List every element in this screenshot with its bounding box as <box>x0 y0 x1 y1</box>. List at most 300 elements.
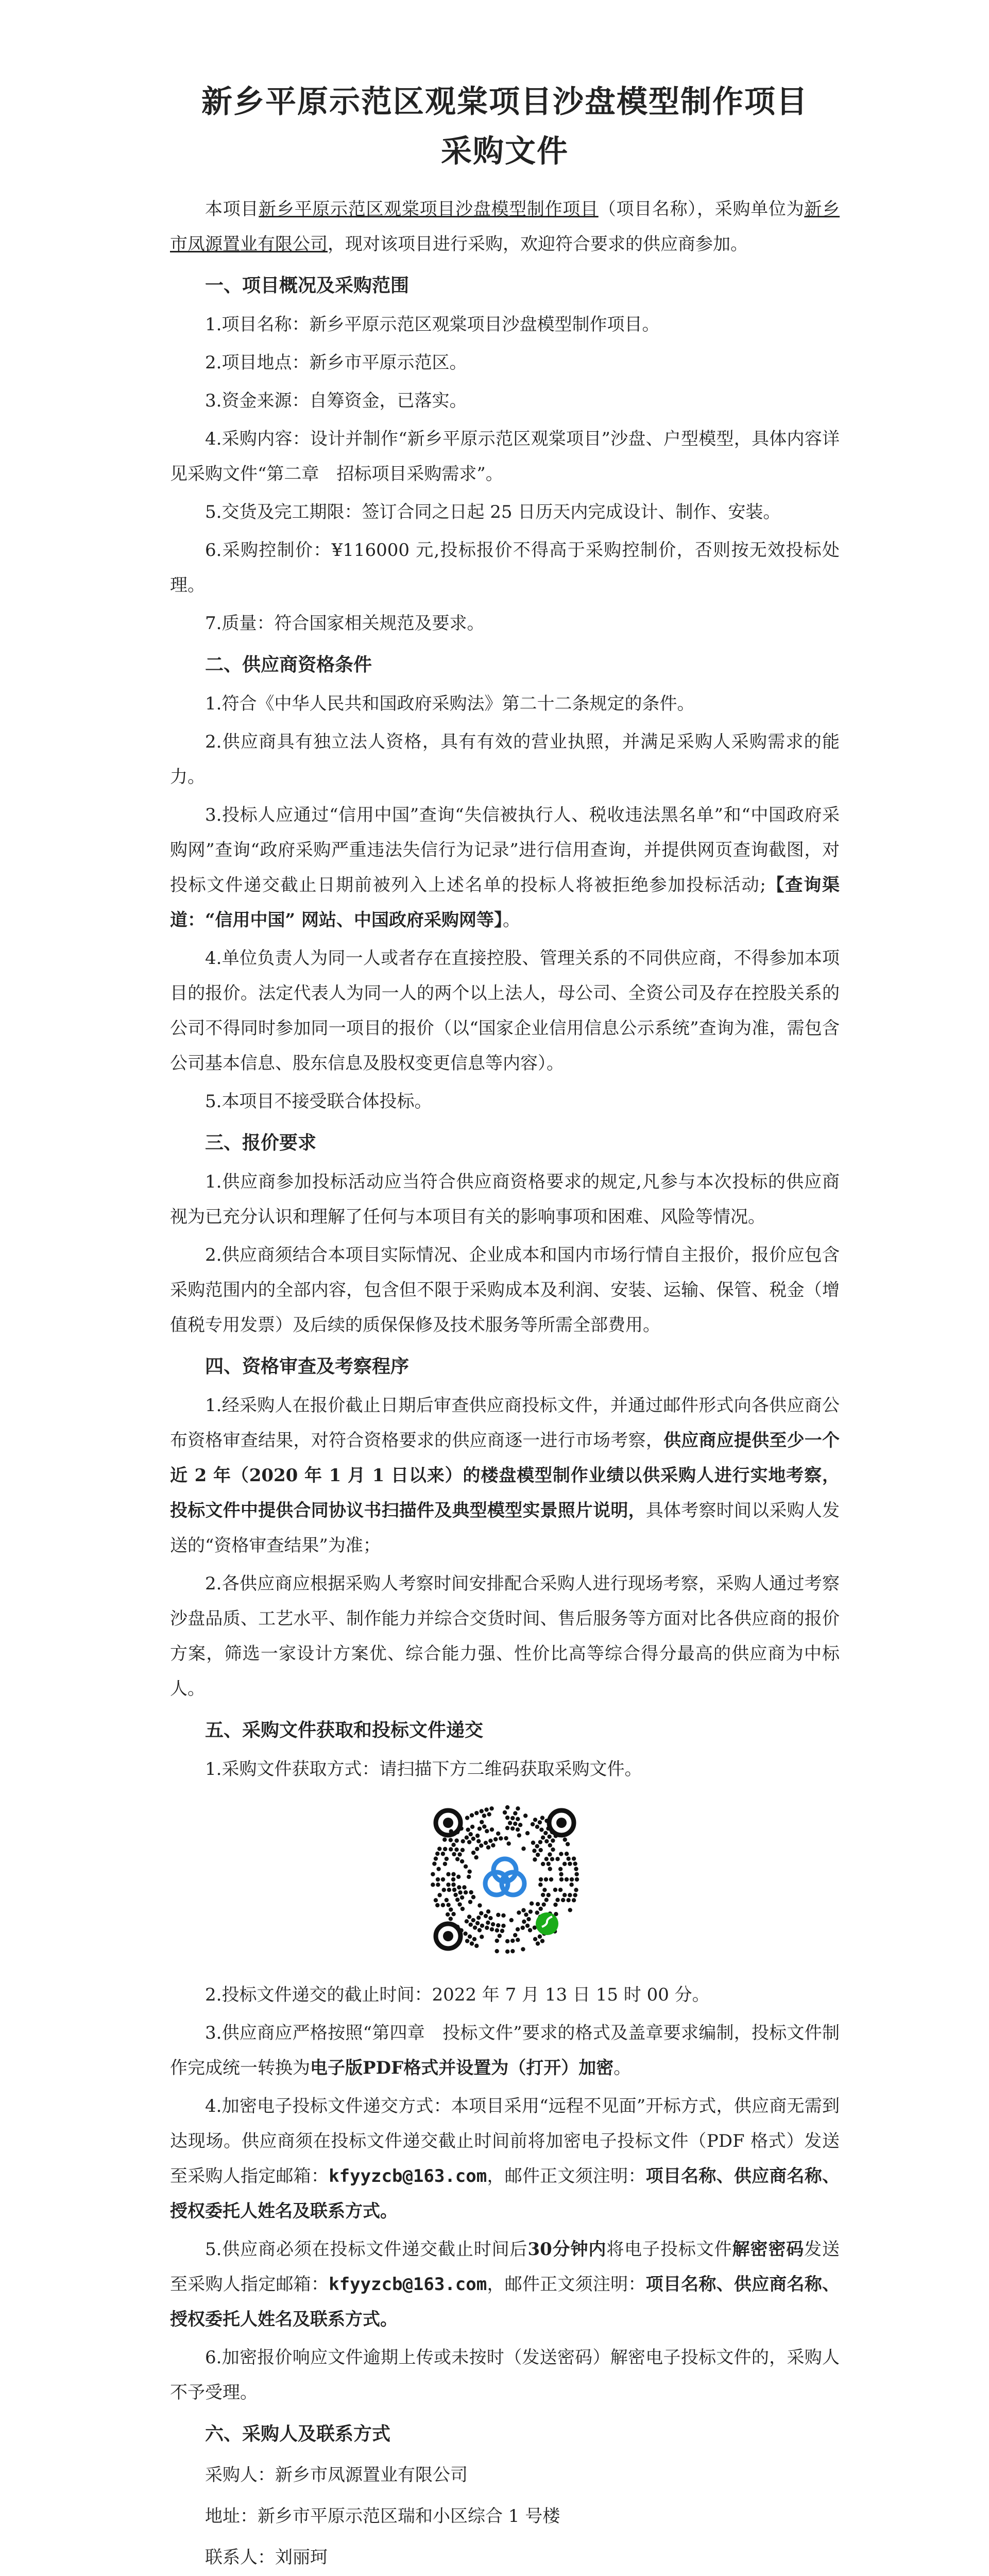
qr-dot <box>467 1875 471 1879</box>
qr-dot <box>516 1806 520 1810</box>
qr-dot <box>500 1929 504 1933</box>
qr-dot <box>505 1805 509 1809</box>
qr-dot <box>565 1852 569 1856</box>
qr-dot <box>516 1938 520 1942</box>
sec5-item-emphasis: 电子版PDF格式并设置为（打开）加密 <box>310 2058 614 2078</box>
qr-dot <box>454 1848 458 1852</box>
qr-dot <box>475 1847 479 1851</box>
qr-dot <box>468 1935 472 1939</box>
qr-dot <box>431 1872 435 1876</box>
qr-dot <box>431 1883 435 1887</box>
qr-dot <box>568 1893 572 1897</box>
sec5-item <box>170 2015 840 2086</box>
qr-dot <box>510 1939 515 1943</box>
sec2-item-emphasis: 【查询渠道：“信用中国” 网站、中国政府采购网等】 <box>170 875 840 930</box>
qr-dot <box>461 1848 465 1852</box>
sec1-item: 7.质量：符合国家相关规范及要求。 <box>205 613 485 634</box>
qr-dot <box>455 1897 459 1902</box>
qr-dot <box>452 1852 456 1856</box>
qr-dot <box>558 1888 562 1892</box>
qr-dot <box>453 1893 457 1897</box>
sec2-item: 4.单位负责人为同一人或者存在直接控股、管理关系的不同供应商，不得参加本项目的报价。法定代表人为同一人的两个以上法人，母公司、全资公司及存在控股关系的公司不得同时参加同一项目的报价（以“国家企业信用信息公示系统”查询为准，需包含公司基本信息、股东信息及股权变更信息等内容）。 <box>170 948 840 1074</box>
qr-dot <box>468 1900 472 1904</box>
sec1-item: 1.项目名称：新乡平原示范区观棠项目沙盘模型制作项目。 <box>205 314 660 335</box>
qr-dot <box>542 1902 546 1906</box>
qr-dot <box>521 1908 525 1912</box>
qr-dot <box>518 1823 522 1827</box>
sec1-item: 5.交货及完工期限：签订合同之日起 25 日历天内完成设计、制作、安装。 <box>205 502 781 522</box>
qr-dot <box>517 1910 521 1914</box>
sec3-item: 2.供应商须结合本项目实际情况、企业成本和国内市场行情自主报价，报价应包含采购范围内的全部内容，包含但不限于采购成本及利润、安装、运输、保管、税金（增值税专用发票）及后续的质保保修及技术服务等所需全部费用。 <box>170 1245 840 1335</box>
qr-dot <box>521 1926 525 1930</box>
qr-dot <box>499 1836 503 1840</box>
qr-dot <box>548 1852 552 1856</box>
qr-dot <box>485 1829 489 1833</box>
intro-project-name: 新乡平原示范区观棠项目沙盘模型制作项目 <box>259 199 599 219</box>
qr-dot <box>506 1841 510 1845</box>
qr-dot <box>488 1916 492 1920</box>
qr-dot <box>471 1837 475 1841</box>
qr-dot <box>536 1941 540 1945</box>
mini-program-qr-code[interactable] <box>428 1802 582 1957</box>
qr-dot <box>482 1824 486 1828</box>
qr-dot <box>465 1919 469 1923</box>
sec5-item-text: 3.供应商应严格按照“第四章 投标文件”要求的格式及盖章要求编制，投标文件制作完成统一转换为 <box>170 2023 840 2078</box>
section-heading: 五、采购文件获取和投标文件递交 <box>205 1719 484 1741</box>
sec5-item <box>170 2232 840 2337</box>
qr-dot <box>521 1947 525 1951</box>
qr-dot <box>555 1857 559 1861</box>
qr-dot <box>469 1890 473 1894</box>
qr-dot <box>435 1852 439 1856</box>
sec1-item: 4.采购内容：设计并制作“新乡平原示范区观棠项目”沙盘、户型模型，具体内容详见采购文件“第二章 招标项目采购需求”。 <box>170 429 840 484</box>
qr-dot <box>568 1908 572 1912</box>
intro-buyer-name: 新乡市凤源置业有限公司 <box>170 199 840 255</box>
qr-dot <box>535 1844 539 1848</box>
qr-dot <box>467 1840 471 1844</box>
qr-dot <box>495 1928 499 1933</box>
qr-dot <box>530 1902 534 1906</box>
qr-dot <box>559 1852 563 1856</box>
qr-dot <box>538 1907 542 1911</box>
qr-dot <box>451 1872 455 1876</box>
qr-dot <box>568 1861 572 1866</box>
qr-dot <box>501 1913 505 1918</box>
qr-dot <box>548 1867 552 1871</box>
qr-dot <box>471 1895 475 1899</box>
qr-dot <box>457 1902 462 1906</box>
qr-dot <box>495 1939 499 1943</box>
sec4-item <box>170 1388 840 1563</box>
qr-dot <box>434 1898 438 1902</box>
qr-dot <box>539 1827 543 1832</box>
qr-dot <box>441 1877 445 1882</box>
sec5-item-text: 将电子投标文件 <box>606 2239 732 2260</box>
qr-dot <box>531 1841 535 1845</box>
qr-dot <box>456 1875 461 1879</box>
qr-dot <box>513 1933 517 1937</box>
qr-dot <box>446 1872 450 1876</box>
qr-dot <box>540 1939 544 1943</box>
document-subtitle: 采购文件 <box>441 133 569 170</box>
qr-dot <box>469 1923 473 1927</box>
qr-dot <box>475 1834 480 1838</box>
qr-dot <box>522 1920 526 1924</box>
qr-dot <box>446 1903 450 1907</box>
section-heading: 一、项目概况及采购范围 <box>205 275 410 296</box>
qr-dot <box>558 1867 562 1871</box>
qr-dot <box>566 1898 570 1902</box>
sec5-item-text: 。 <box>613 2058 632 2078</box>
document-title: 新乡平原示范区观棠项目沙盘模型制作项目 <box>201 84 808 120</box>
qr-dot <box>446 1912 450 1917</box>
qr-dot <box>528 1928 532 1932</box>
qr-dot <box>486 1909 490 1913</box>
qr-dot <box>516 1817 520 1821</box>
qr-dot <box>516 1927 520 1931</box>
qr-dot <box>496 1923 500 1927</box>
sec5-item-emphasis: 解密密码 <box>732 2239 805 2260</box>
qr-dot <box>504 1836 508 1840</box>
qr-dot <box>470 1941 474 1945</box>
sec2-item-text: 。 <box>502 910 520 930</box>
qr-dot <box>540 1816 544 1820</box>
qr-dot <box>485 1926 489 1930</box>
qr-dot <box>547 1835 551 1839</box>
qr-dot <box>526 1917 531 1921</box>
qr-dot <box>436 1877 440 1882</box>
qr-dot <box>517 1833 521 1837</box>
qr-dot <box>510 1949 515 1953</box>
qr-dot <box>535 1910 539 1914</box>
qr-dot <box>461 1907 465 1911</box>
sec5-item-text: ，邮件正文须注明： <box>487 2166 646 2187</box>
qr-dot <box>543 1831 548 1835</box>
qr-dot <box>487 1812 491 1816</box>
qr-dot <box>451 1877 455 1882</box>
qr-dot <box>541 1893 545 1897</box>
qr-dot <box>443 1862 447 1866</box>
qr-dot <box>553 1888 557 1892</box>
qr-dot <box>441 1903 445 1907</box>
qr-dot <box>465 1939 469 1943</box>
qr-dot <box>561 1898 565 1902</box>
qr-dot <box>508 1821 512 1825</box>
qr-dot <box>547 1893 551 1897</box>
qr-dot <box>550 1857 554 1861</box>
qr-dot <box>533 1857 537 1861</box>
qr-dot <box>523 1814 527 1818</box>
qr-dot <box>436 1883 440 1887</box>
qr-dot <box>535 1825 539 1829</box>
qr-dot <box>474 1855 478 1859</box>
qr-dot <box>573 1893 577 1897</box>
qr-dot <box>451 1843 455 1847</box>
qr-dot <box>498 1934 502 1938</box>
qr-dot <box>544 1839 549 1843</box>
qr-dot <box>445 1857 449 1861</box>
qr-dot <box>536 1853 540 1857</box>
qr-dot <box>565 1877 569 1882</box>
qr-dot <box>474 1811 479 1815</box>
qr-dot <box>464 1865 468 1869</box>
qr-dot <box>538 1848 542 1852</box>
qr-dot <box>574 1872 578 1876</box>
contact-person: 联系人：刘丽珂 <box>205 2547 328 2568</box>
qr-dot <box>476 1839 481 1843</box>
qr-dot <box>451 1883 455 1887</box>
qr-dot <box>469 1832 473 1836</box>
qr-dot <box>460 1895 464 1900</box>
qr-dot <box>542 1888 547 1892</box>
qr-dot <box>432 1861 436 1866</box>
qr-dot <box>555 1898 559 1902</box>
intro-paragraph <box>170 192 840 262</box>
qr-dot <box>505 1826 509 1830</box>
qr-dot <box>541 1836 545 1840</box>
qr-dot <box>547 1862 551 1866</box>
qr-dot <box>544 1857 549 1861</box>
qr-dot <box>484 1807 488 1811</box>
qr-dot <box>531 1822 535 1826</box>
qr-finder-dot <box>556 1818 567 1828</box>
qr-dot <box>471 1918 475 1922</box>
qr-dot <box>513 1811 517 1815</box>
qr-dot <box>501 1924 505 1928</box>
qr-dot <box>442 1888 446 1892</box>
qr-dot <box>464 1890 468 1894</box>
sec1-item: 3.资金来源：自筹资金，已落实。 <box>205 391 467 411</box>
sec5-item: 2.投标文件递交的截止时间：2022 年 7 月 13 日 15 时 00 分。 <box>205 1985 710 2005</box>
qr-dot <box>441 1852 445 1856</box>
sec5-item-text: 发送至采购人指定邮箱： <box>170 2239 840 2295</box>
qr-dot <box>525 1924 530 1928</box>
qr-finder-dot <box>443 1931 453 1941</box>
qr-dot <box>480 1924 484 1928</box>
qr-dot <box>479 1843 483 1848</box>
qr-dot <box>461 1839 465 1843</box>
qr-dot <box>533 1937 537 1941</box>
qr-dot <box>544 1898 549 1902</box>
qr-dot <box>454 1838 458 1842</box>
sec5-item-emphasis: 项目名称、供应商名称、授权委托人姓名及联系方式。 <box>170 2166 840 2222</box>
sec3-item: 1.供应商参加投标活动应当符合供应商资格要求的规定,凡参与本次投标的供应商视为已充分认识和理解了任何与本项目有关的影响事项和困难、风险等情况。 <box>170 1172 840 1227</box>
qr-dot <box>449 1907 453 1911</box>
sec2-item: 2.供应商具有独立法人资格，具有有效的营业执照，并满足采购人采购需求的能力。 <box>170 732 840 787</box>
qr-dot <box>471 1851 475 1855</box>
qr-dot <box>566 1857 570 1861</box>
qr-dot <box>475 1921 480 1925</box>
qr-dot <box>467 1914 471 1919</box>
qr-dot <box>532 1849 536 1853</box>
intro-text: 本项目 <box>205 199 259 219</box>
qr-dot <box>538 1935 542 1939</box>
qr-dot <box>494 1949 499 1953</box>
qr-dot <box>496 1832 500 1836</box>
sec4-item-text: 1.经采购人在报价截止日期后审查供应商投标文件，并通过邮件形式向各供应商公布资格审查结果，对符合资格要求的供应商逐一进行市场考察， <box>170 1395 840 1451</box>
section-heading: 四、资格审查及考察程序 <box>205 1355 410 1377</box>
qr-dot <box>538 1840 542 1844</box>
qr-dot <box>484 1914 488 1918</box>
qr-dot <box>559 1877 564 1882</box>
qr-dot <box>509 1918 514 1922</box>
qr-dot <box>510 1826 515 1831</box>
qr-dot <box>446 1883 450 1887</box>
qr-dot <box>455 1857 459 1861</box>
qr-dot <box>437 1893 441 1897</box>
qr-dot <box>451 1912 455 1916</box>
qr-dot <box>466 1827 470 1832</box>
qr-dot <box>503 1810 507 1815</box>
qr-dot <box>524 1912 528 1917</box>
sec5-item: 1.采购文件获取方式：请扫描下方二维码获取采购文件。 <box>205 1759 642 1780</box>
sec5-item-emphasis: 30分钟内 <box>527 2239 607 2260</box>
qr-dot <box>562 1862 567 1866</box>
qr-dot <box>493 1837 498 1841</box>
qr-dot <box>538 1883 542 1887</box>
qr-dot <box>482 1814 486 1818</box>
qr-dot <box>521 1846 525 1851</box>
document <box>170 77 840 2576</box>
qr-dot <box>442 1838 447 1842</box>
qr-dot <box>470 1825 474 1829</box>
qr-dot <box>570 1877 574 1882</box>
sec2-item: 5.本项目不接受联合体投标。 <box>205 1091 432 1112</box>
qr-dot <box>486 1921 490 1925</box>
qr-dot <box>449 1917 453 1921</box>
qr-dot <box>574 1888 578 1892</box>
qr-dot <box>479 1911 483 1915</box>
qr-dot <box>465 1816 469 1820</box>
qr-dot <box>505 1939 509 1943</box>
qr-dot <box>434 1856 438 1860</box>
qr-dot <box>474 1944 479 1948</box>
qr-dot <box>437 1846 441 1851</box>
qr-dot <box>488 1839 492 1843</box>
qr-dot <box>452 1888 456 1892</box>
qr-dot <box>572 1856 576 1860</box>
qr-dot <box>572 1898 576 1902</box>
qr-dot <box>462 1885 466 1889</box>
qr-dot <box>505 1950 509 1954</box>
section-heading: 二、供应商资格条件 <box>205 654 372 675</box>
qr-dot <box>553 1903 557 1907</box>
intro-text: （项目名称），采购单位为 <box>598 199 805 219</box>
qr-dot <box>566 1842 570 1846</box>
qr-dot <box>467 1870 471 1874</box>
qr-dot <box>478 1903 482 1907</box>
section-heading: 六、采购人及联系方式 <box>205 2423 391 2445</box>
sec5-item <box>170 2089 840 2229</box>
qr-dot <box>551 1848 555 1852</box>
qr-dot <box>490 1827 494 1832</box>
qr-dot <box>436 1867 440 1871</box>
sec5-item: 6.加密报价响应文件逾期上传或未按时（发送密码）解密电子投标文件的，采购人不予受理。 <box>170 2347 840 2403</box>
qr-dot <box>447 1888 451 1892</box>
qr-dot <box>457 1852 462 1856</box>
qr-dot <box>489 1806 493 1810</box>
sec5-item-text: ，邮件正文须注明： <box>487 2274 646 2295</box>
qr-dot <box>541 1862 545 1866</box>
qr-dot <box>460 1859 464 1863</box>
sec2-item-text: 3.投标人应通过“信用中国”查询“失信被执行人、税收违法黑名单”和“中国政府采购网”查询“政府采购严重违法失信行为记录”进行信用查询，并提供网页查询截图，对投标文件递交截止日期前被列入上述名单的投标人将被拒绝参加投标活动; <box>170 805 840 895</box>
qr-dot <box>463 1931 467 1936</box>
qr-dot <box>472 1937 476 1941</box>
qr-dot <box>445 1898 449 1902</box>
qr-dot <box>480 1809 484 1813</box>
qr-dot <box>486 1845 490 1850</box>
qr-dot <box>574 1867 578 1871</box>
sec1-item: 6.采购控制价：¥116000 元,投标报价不得高于采购控制价，否则按无效投标处理。 <box>170 540 840 596</box>
qr-dot <box>525 1831 530 1835</box>
qr-dot <box>478 1928 482 1932</box>
qr-dot <box>449 1838 453 1842</box>
qr-dot <box>563 1838 567 1842</box>
qr-code-icon <box>428 1802 582 1957</box>
email-link[interactable]: kfyyzcb@163.com <box>329 2166 487 2187</box>
qr-dot <box>536 1902 540 1906</box>
qr-dot <box>510 1816 515 1820</box>
contact-address: 地址：新乡市平原示范区瑞和小区综合 1 号楼 <box>205 2506 560 2527</box>
qr-dot <box>505 1816 509 1820</box>
qr-dot <box>478 1826 482 1831</box>
sec5-item-text: 5.供应商必须在投标文件递交截止时间后 <box>205 2239 528 2260</box>
qr-dot <box>573 1861 577 1866</box>
sec4-item-text: 具体考察时间以采购人发送的“资格审查结果”为准； <box>170 1500 840 1556</box>
sec4-item: 2.各供应商应根据采购人考察时间安排配合采购人进行现场考察，采购人通过考察沙盘品质、工艺水平、制作能力并综合交货时间、售后服务等方面对比各供应商的报价方案，筛选一家设计方案优、综合能力强、性价比高等综合得分最高的供应商为中标人。 <box>170 1573 840 1699</box>
qr-dot <box>457 1885 461 1889</box>
qr-dot <box>458 1890 462 1894</box>
email-link[interactable]: kfyyzcb@163.com <box>329 2274 487 2295</box>
qr-dot <box>528 1909 533 1913</box>
qr-dot <box>480 1820 484 1824</box>
qr-finder-dot <box>443 1818 453 1828</box>
qr-dot <box>562 1893 567 1897</box>
qr-dot <box>516 1827 520 1832</box>
qr-dot <box>559 1872 563 1876</box>
qr-dot <box>548 1843 552 1848</box>
qr-dot <box>491 1843 495 1848</box>
sec2-item <box>170 798 840 938</box>
qr-dot <box>480 1935 484 1939</box>
qr-dot <box>533 1818 537 1822</box>
qr-dot <box>575 1877 579 1882</box>
qr-dot <box>476 1916 481 1920</box>
intro-text: ，现对该项目进行采购，欢迎符合要求的供应商参加。 <box>328 234 748 255</box>
sec2-item: 1.符合《中华人民共和国政府采购法》第二十二条规定的条件。 <box>205 693 695 714</box>
qr-dot <box>549 1877 553 1882</box>
qr-dot <box>544 1877 548 1882</box>
qr-dot <box>496 1913 500 1917</box>
qr-dot <box>435 1903 439 1907</box>
sec5-item-text: 4.加密电子投标文件递交方式：本项目采用“远程不见面”开标方式，供应商无需到达现场。供应商须在投标文件递交截止时间前将加密电子投标文件（PDF 格式）发送至采购人指定邮箱： <box>170 2096 840 2187</box>
qr-dot <box>513 1822 517 1826</box>
sec5-item-emphasis: 项目名称、供应商名称、授权委托人姓名及联系方式。 <box>170 2274 840 2330</box>
contact-buyer: 采购人：新乡市凤源置业有限公司 <box>205 2465 468 2485</box>
qr-dot <box>569 1883 573 1887</box>
qr-dot <box>465 1836 469 1840</box>
qr-dot <box>491 1922 495 1926</box>
sec4-item-emphasis: 供应商应提供至少一个近 2 年（2020 年 1 月 1 日以来）的楼盘模型制作业绩以供采购人进行实地考察，投标文件中提供合同协议书扫描件及典型模型实景照片说明， <box>170 1430 840 1521</box>
qr-dot <box>473 1925 477 1929</box>
qr-dot <box>538 1820 542 1824</box>
qr-dot <box>539 1877 543 1882</box>
qr-dot <box>551 1838 555 1842</box>
sec1-item: 2.项目地点：新乡市平原示范区。 <box>205 352 467 373</box>
qr-dot <box>484 1841 488 1845</box>
qr-dot <box>443 1847 447 1851</box>
qr-dot <box>449 1847 453 1851</box>
